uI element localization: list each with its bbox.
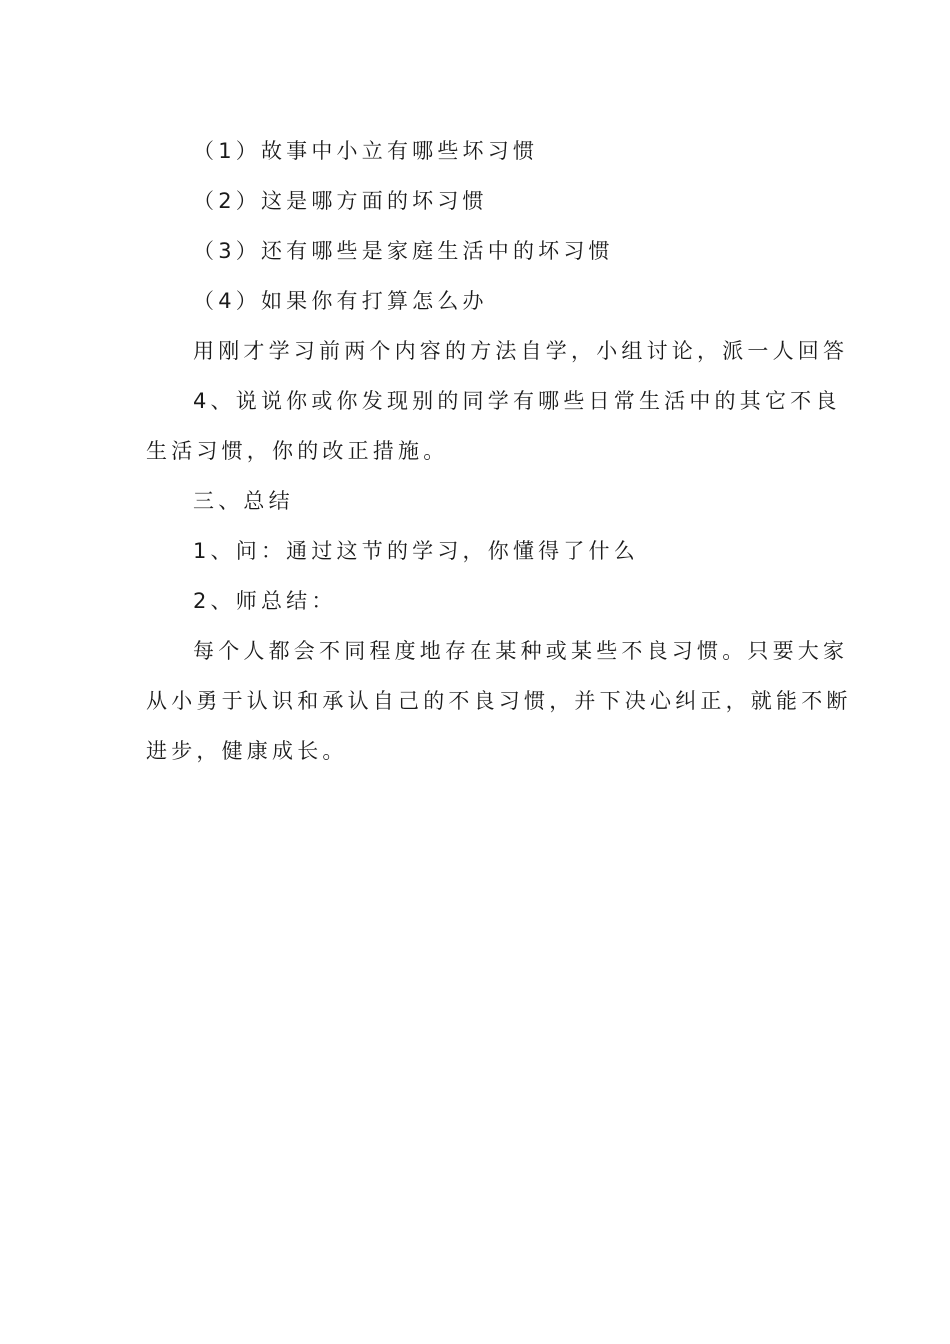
point-4-line-2: 生活习惯，你的改正措施。 [146, 439, 449, 463]
summary-question-1: 1、问：通过这节的学习，你懂得了什么 [193, 539, 639, 563]
summary-heading: 三、总结 [193, 489, 294, 513]
point-4-line-1: 4、说说你或你发现别的同学有哪些日常生活中的其它不良 [193, 389, 841, 413]
summary-question-2: 2、师总结： [193, 589, 337, 613]
question-item-1: （1）故事中小立有哪些坏习惯 [193, 139, 539, 163]
question-item-3: （3）还有哪些是家庭生活中的坏习惯 [193, 239, 614, 263]
self-study-instruction: 用刚才学习前两个内容的方法自学，小组讨论，派一人回答 [193, 339, 849, 363]
conclusion-line-3: 进步，健康成长。 [146, 739, 348, 763]
conclusion-line-2: 从小勇于认识和承认自己的不良习惯，并下决心纠正，就能不断 [146, 689, 852, 713]
conclusion-line-1: 每个人都会不同程度地存在某种或某些不良习惯。只要大家 [193, 639, 849, 663]
question-item-2: （2）这是哪方面的坏习惯 [193, 189, 488, 213]
question-item-4: （4）如果你有打算怎么办 [193, 289, 488, 313]
